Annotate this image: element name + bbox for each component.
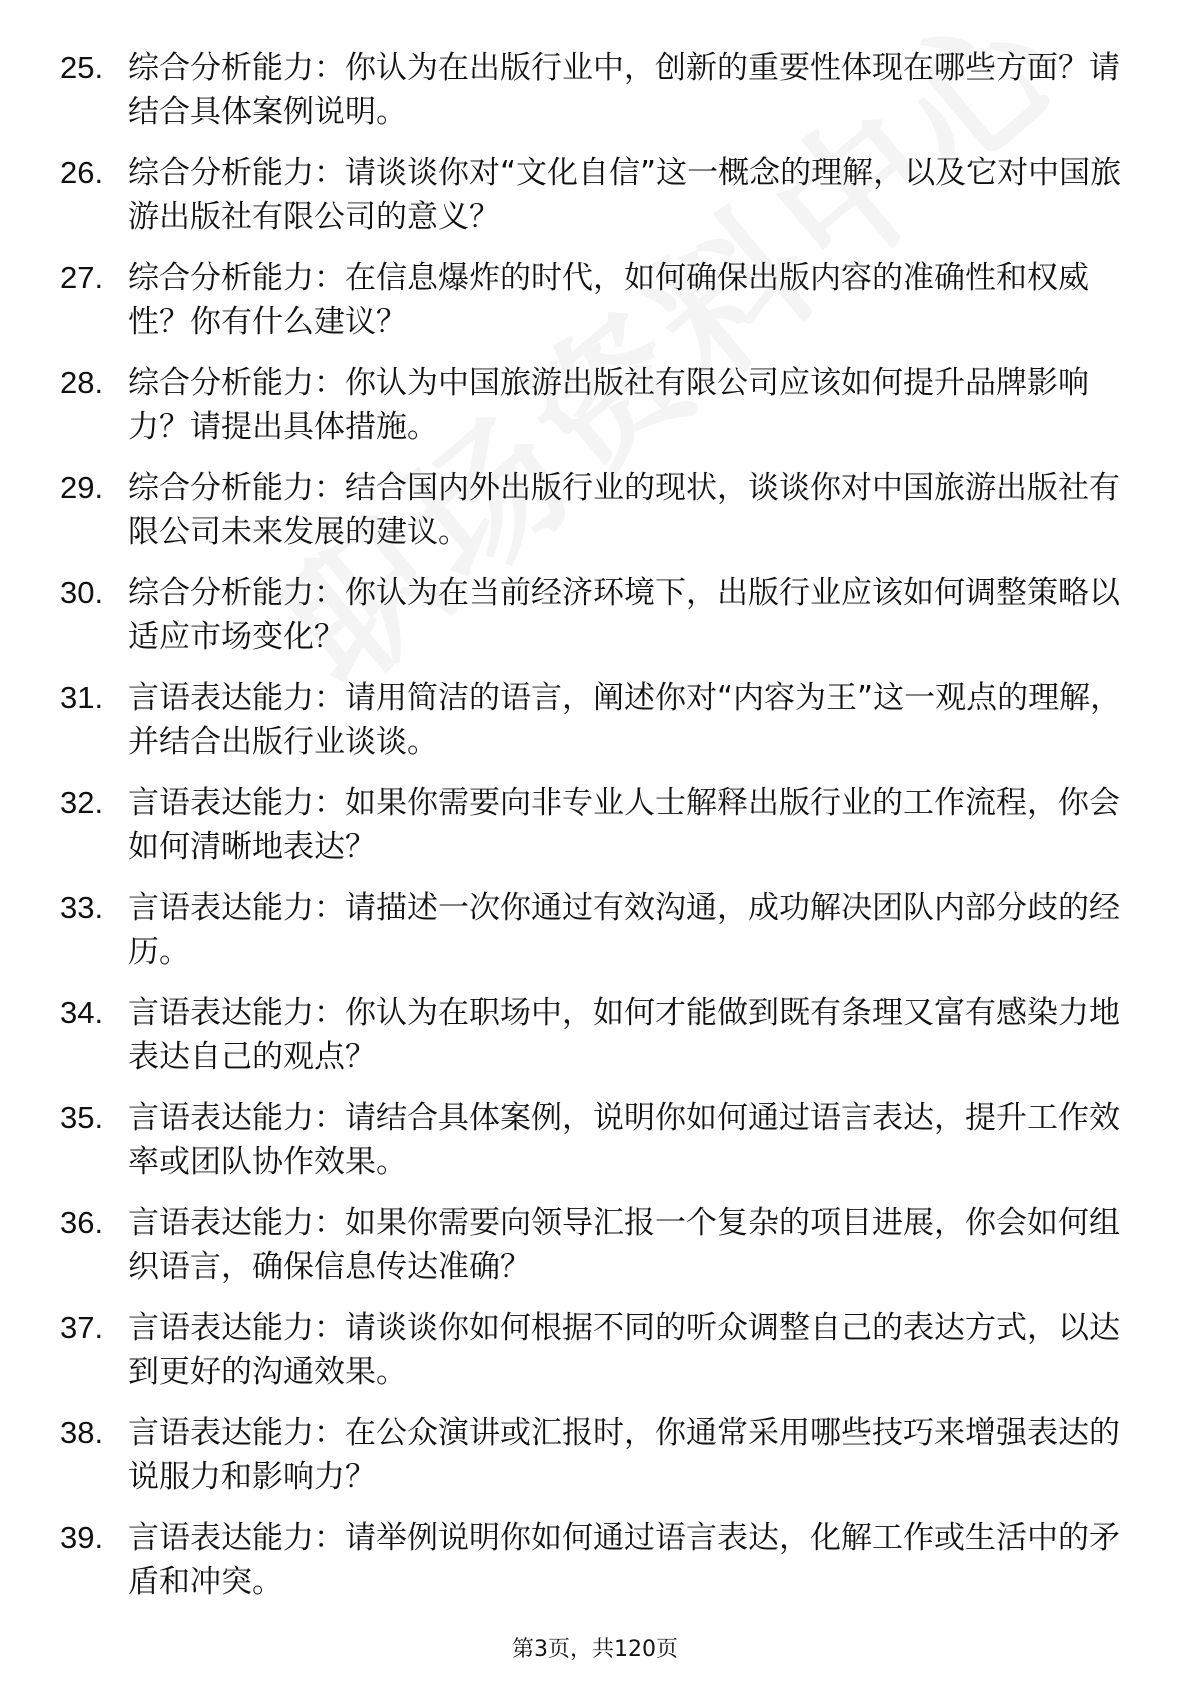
question-item — [60, 1306, 1130, 1411]
question-item — [60, 1201, 1130, 1306]
question-text: 言语表达能力：请用简洁的语言，阐述你对“内容为王”这一观点的理解，并结合出版行业谈谈。 — [128, 680, 1122, 760]
question-item — [60, 1411, 1130, 1516]
question-list — [60, 46, 1130, 1621]
question-text: 综合分析能力：请谈谈你对“文化自信”这一概念的理解，以及它对中国旅游出版社有限公司的意义？ — [128, 155, 1122, 235]
page-number: 第3页，共120页 — [512, 1637, 678, 1662]
question-number: 26. — [60, 155, 104, 190]
question-item — [60, 46, 1130, 151]
question-text: 言语表达能力：请谈谈你如何根据不同的听众调整自己的表达方式，以达到更好的沟通效果。 — [128, 1310, 1120, 1390]
question-text: 言语表达能力：请结合具体案例，说明你如何通过语言表达，提升工作效率或团队协作效果。 — [128, 1100, 1120, 1180]
question-item — [60, 361, 1130, 466]
question-text: 综合分析能力：你认为在出版行业中，创新的重要性体现在哪些方面？请结合具体案例说明。 — [128, 50, 1120, 130]
question-number: 36. — [60, 1205, 104, 1240]
question-item — [60, 256, 1130, 361]
question-number: 28. — [60, 365, 104, 400]
question-number: 38. — [60, 1415, 104, 1450]
question-item — [60, 466, 1130, 571]
question-item — [60, 886, 1130, 991]
question-item — [60, 1096, 1130, 1201]
question-item — [60, 151, 1130, 256]
question-number: 33. — [60, 890, 104, 925]
question-number: 37. — [60, 1310, 104, 1345]
question-text: 综合分析能力：你认为中国旅游出版社有限公司应该如何提升品牌影响力？请提出具体措施。 — [128, 365, 1089, 445]
question-number: 32. — [60, 785, 104, 820]
question-text: 综合分析能力：你认为在当前经济环境下，出版行业应该如何调整策略以适应市场变化？ — [128, 575, 1120, 655]
question-number: 39. — [60, 1520, 104, 1555]
question-item — [60, 781, 1130, 886]
question-text: 言语表达能力：在公众演讲或汇报时，你通常采用哪些技巧来增强表达的说服力和影响力？ — [128, 1415, 1120, 1495]
question-number: 30. — [60, 575, 104, 610]
question-text: 言语表达能力：如果你需要向非专业人士解释出版行业的工作流程，你会如何清晰地表达？ — [128, 785, 1120, 865]
question-item — [60, 991, 1130, 1096]
question-item — [60, 571, 1130, 676]
question-text: 言语表达能力：请描述一次你通过有效沟通，成功解决团队内部分歧的经历。 — [128, 890, 1120, 970]
question-number: 29. — [60, 470, 104, 505]
question-text: 言语表达能力：如果你需要向领导汇报一个复杂的项目进展，你会如何组织语言，确保信息传达准确？ — [128, 1205, 1120, 1285]
question-number: 31. — [60, 680, 104, 715]
question-text: 言语表达能力：你认为在职场中，如何才能做到既有条理又富有感染力地表达自己的观点？ — [128, 995, 1120, 1075]
question-item — [60, 676, 1130, 781]
page-footer — [0, 1632, 1190, 1663]
question-number: 25. — [60, 50, 104, 85]
question-text: 综合分析能力：结合国内外出版行业的现状，谈谈你对中国旅游出版社有限公司未来发展的建议。 — [128, 470, 1120, 550]
question-text: 综合分析能力：在信息爆炸的时代，如何确保出版内容的准确性和权威性？你有什么建议？ — [128, 260, 1089, 340]
question-item — [60, 1516, 1130, 1621]
question-number: 34. — [60, 995, 104, 1030]
question-number: 35. — [60, 1100, 104, 1135]
question-number: 27. — [60, 260, 104, 295]
question-text: 言语表达能力：请举例说明你如何通过语言表达，化解工作或生活中的矛盾和冲突。 — [128, 1520, 1120, 1600]
